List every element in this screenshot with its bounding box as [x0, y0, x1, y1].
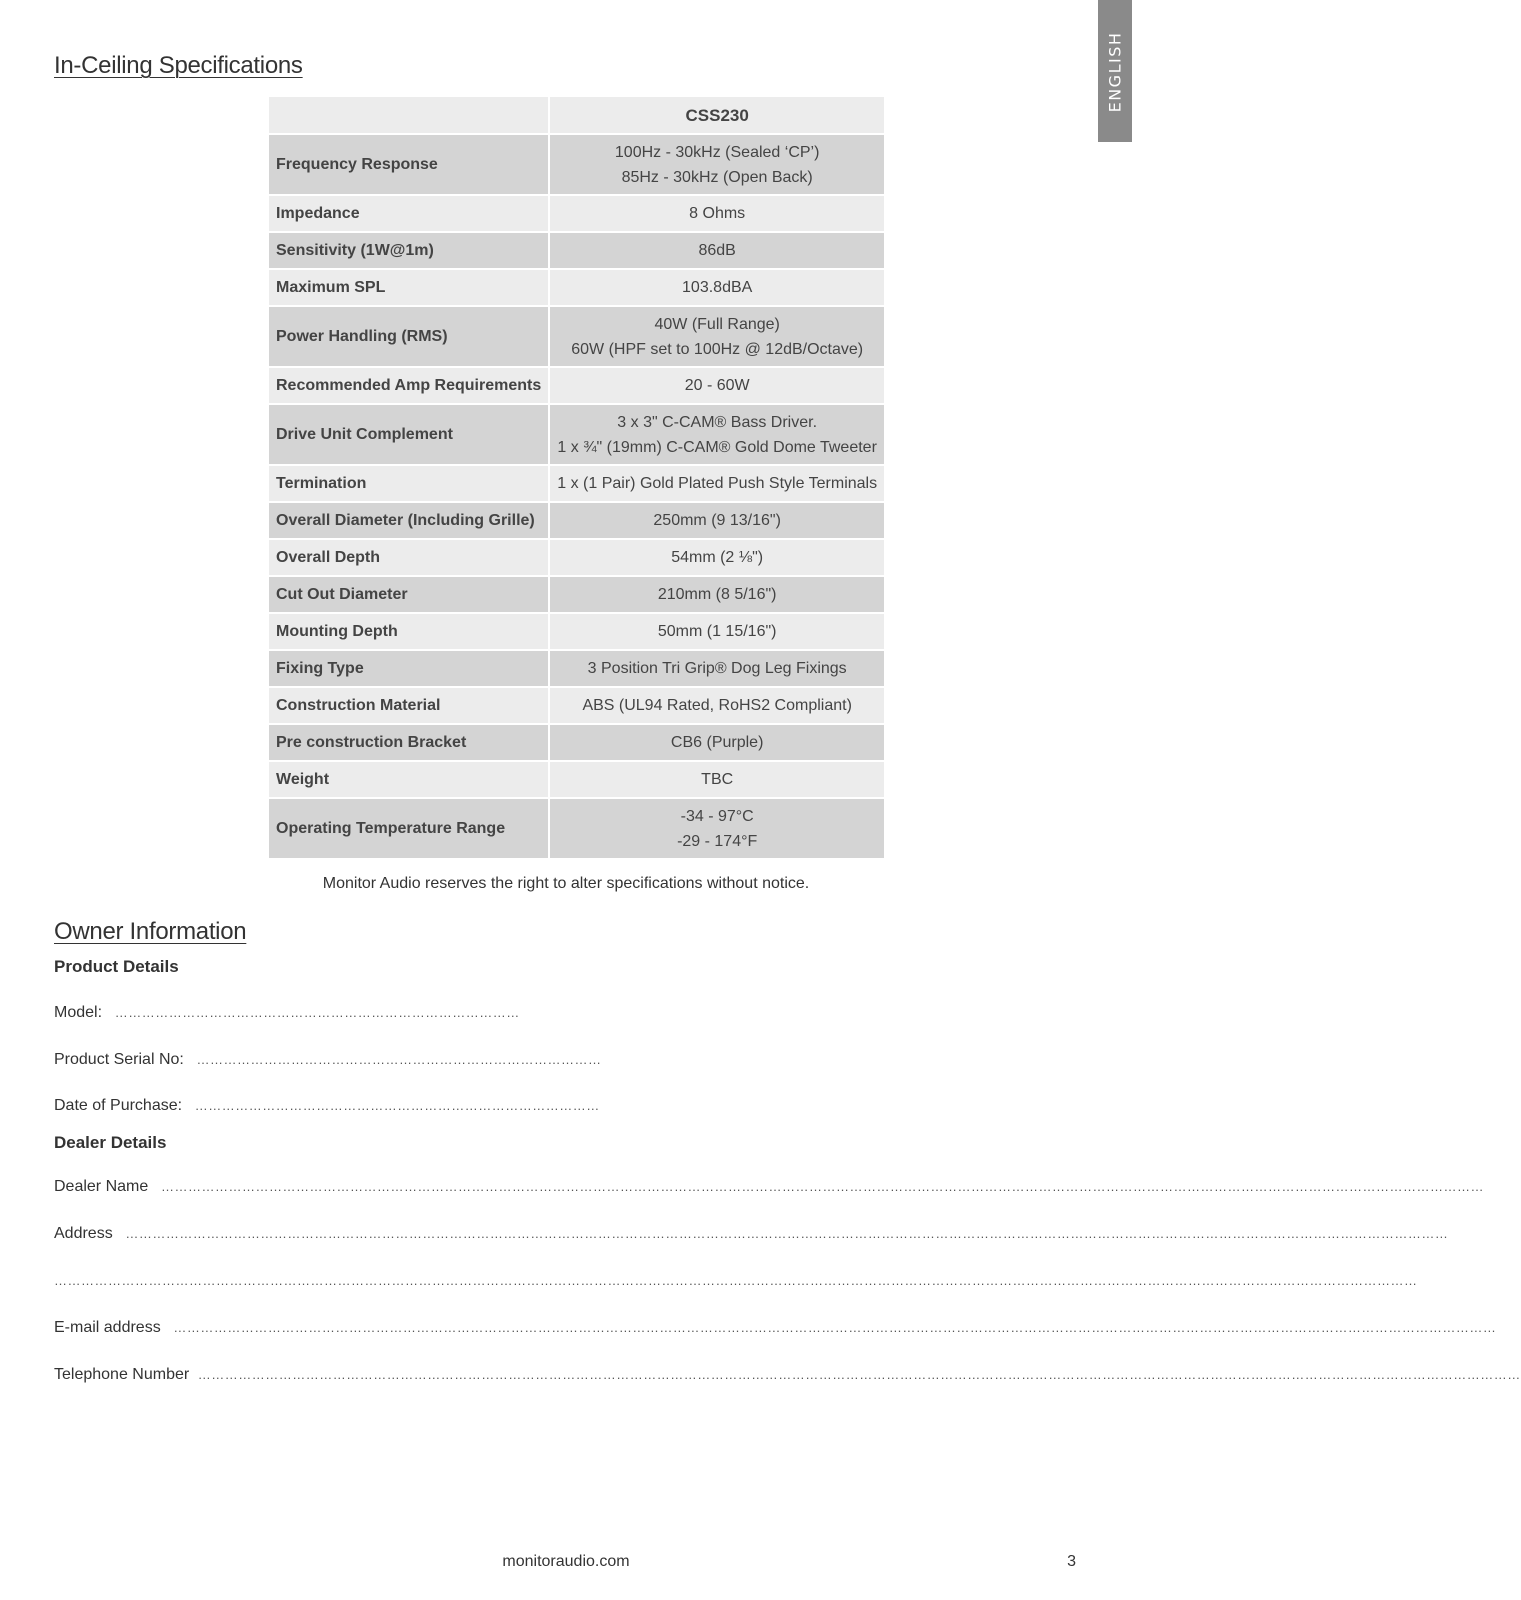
- spec-value-line: 1 x ¾" (19mm) C-CAM® Gold Dome Tweeter: [557, 438, 877, 456]
- spec-value-line: -34 - 97°C: [680, 807, 754, 825]
- address-field-line-2[interactable]: [54, 1272, 1418, 1290]
- purchase-date-label: Date of Purchase:: [54, 1097, 183, 1114]
- spec-value-line: 250mm (9 13/16"): [653, 512, 781, 529]
- spec-value: [550, 651, 884, 686]
- model-field[interactable]: [54, 1004, 520, 1022]
- spec-value: [550, 799, 884, 858]
- language-tab-label: ENGLISH: [1105, 31, 1125, 113]
- spec-row: [269, 368, 884, 403]
- telephone-dotted-line: ……………………………………………………………………………………………………………………………………………………………………………………………………………………………………………………………………: [193, 1367, 1521, 1382]
- spec-row: [269, 405, 884, 464]
- spec-label: Operating Temperature Range: [269, 799, 548, 858]
- spec-table: [267, 95, 886, 860]
- spec-value: [550, 466, 884, 501]
- spec-value: [550, 135, 884, 194]
- address-line-2-dotted-line: ……………………………………………………………………………………………………………………………………………………………………………………………………………………………………………………………………………: [54, 1273, 1418, 1288]
- spec-value-line: 1 x (1 Pair) Gold Plated Push Style Terminals: [557, 475, 878, 492]
- model-dotted-line: ………………………………………………………………………………: [106, 1005, 520, 1020]
- spec-value: [550, 762, 884, 797]
- address-label: Address: [54, 1225, 113, 1242]
- spec-label: Sensitivity (1W@1m): [269, 233, 548, 268]
- spec-value: [550, 270, 884, 305]
- spec-row: [269, 725, 884, 760]
- email-dotted-line: ……………………………………………………………………………………………………………………………………………………………………………………………………………………………………………………………………: [165, 1320, 1497, 1335]
- spec-value: [550, 614, 884, 649]
- spec-row: [269, 762, 884, 797]
- spec-table-body: [269, 135, 884, 858]
- spec-value-line: 103.8dBA: [682, 279, 753, 296]
- spec-header-model: CSS230: [550, 97, 884, 133]
- spec-label: Overall Depth: [269, 540, 548, 575]
- spec-label: Termination: [269, 466, 548, 501]
- spec-value-line: 100Hz - 30kHz (Sealed ‘CP’): [614, 143, 820, 161]
- spec-label: Weight: [269, 762, 548, 797]
- spec-header-blank: [269, 97, 548, 133]
- spec-value: [550, 725, 884, 760]
- dealer-name-dotted-line: ……………………………………………………………………………………………………………………………………………………………………………………………………………………………………………………………………: [152, 1179, 1484, 1194]
- spec-row: [269, 651, 884, 686]
- spec-label: Cut Out Diameter: [269, 577, 548, 612]
- spec-value-line: 20 - 60W: [684, 377, 750, 394]
- spec-row: [269, 540, 884, 575]
- spec-label: Recommended Amp Requirements: [269, 368, 548, 403]
- spec-row: [269, 233, 884, 268]
- spec-value-line: TBC: [701, 771, 734, 788]
- spec-row: [269, 799, 884, 858]
- spec-value: [550, 405, 884, 464]
- purchase-date-dotted-line: ………………………………………………………………………………: [186, 1098, 600, 1113]
- spec-label: Pre construction Bracket: [269, 725, 548, 760]
- language-tab: [1098, 0, 1132, 142]
- spec-value-line: 86dB: [698, 242, 736, 259]
- spec-value-line: -29 - 174°F: [677, 832, 758, 850]
- spec-label: Drive Unit Complement: [269, 405, 548, 464]
- spec-label: Maximum SPL: [269, 270, 548, 305]
- spec-label: Mounting Depth: [269, 614, 548, 649]
- spec-value-line: 40W (Full Range): [654, 315, 780, 333]
- spec-label: Construction Material: [269, 688, 548, 723]
- purchase-date-field[interactable]: [54, 1097, 600, 1115]
- email-label: E-mail address: [54, 1319, 161, 1336]
- spec-value: [550, 688, 884, 723]
- spec-row: [269, 270, 884, 305]
- spec-row: [269, 307, 884, 366]
- spec-value: [550, 196, 884, 231]
- telephone-label: Telephone Number: [54, 1366, 190, 1383]
- spec-value-line: 210mm (8 5/16"): [657, 586, 777, 603]
- spec-value: [550, 233, 884, 268]
- dealer-name-label: Dealer Name: [54, 1178, 149, 1195]
- serial-dotted-line: ………………………………………………………………………………: [188, 1052, 602, 1067]
- footer-website: monitoraudio.com: [502, 1553, 630, 1570]
- spec-value-line: 3 x 3" C-CAM® Bass Driver.: [617, 413, 818, 431]
- spec-row: [269, 577, 884, 612]
- dealer-name-field[interactable]: [54, 1178, 1484, 1196]
- spec-value-line: ABS (UL94 Rated, RoHS2 Compliant): [582, 697, 852, 714]
- spec-row: [269, 614, 884, 649]
- dealer-details-heading: Dealer Details: [54, 1133, 167, 1152]
- spec-value-line: 85Hz - 30kHz (Open Back): [621, 168, 813, 186]
- product-details-heading: Product Details: [54, 957, 179, 976]
- spec-value: [550, 307, 884, 366]
- spec-value-line: 50mm (1 15/16"): [657, 623, 777, 640]
- address-dotted-line: ……………………………………………………………………………………………………………………………………………………………………………………………………………………………………………………………………: [117, 1226, 1449, 1241]
- spec-row: [269, 196, 884, 231]
- serial-label: Product Serial No:: [54, 1051, 184, 1068]
- spec-value: [550, 540, 884, 575]
- spec-disclaimer: Monitor Audio reserves the right to alter specifications without notice.: [322, 875, 810, 892]
- spec-row: [269, 466, 884, 501]
- spec-value-line: 60W (HPF set to 100Hz @ 12dB/Octave): [571, 340, 864, 358]
- spec-label: Frequency Response: [269, 135, 548, 194]
- spec-label: Power Handling (RMS): [269, 307, 548, 366]
- page-number: 3: [1067, 1553, 1076, 1570]
- specs-heading: In-Ceiling Specifications: [54, 52, 303, 79]
- spec-row: [269, 135, 884, 194]
- serial-field[interactable]: [54, 1051, 602, 1069]
- spec-label: Impedance: [269, 196, 548, 231]
- spec-label: Fixing Type: [269, 651, 548, 686]
- spec-label: Overall Diameter (Including Grille): [269, 503, 548, 538]
- telephone-field[interactable]: [54, 1366, 1521, 1384]
- spec-table-header-row: [269, 97, 884, 133]
- spec-value: [550, 577, 884, 612]
- email-field[interactable]: [54, 1319, 1497, 1337]
- spec-row: [269, 503, 884, 538]
- owner-info-heading: Owner Information: [54, 918, 247, 945]
- spec-value-line: 8 Ohms: [689, 205, 746, 222]
- spec-value-line: CB6 (Purple): [670, 734, 764, 751]
- spec-value: [550, 368, 884, 403]
- spec-value-line: 54mm (2 ⅛"): [671, 549, 764, 566]
- spec-value: [550, 503, 884, 538]
- model-label: Model:: [54, 1004, 103, 1021]
- address-field[interactable]: [54, 1225, 1449, 1243]
- spec-row: [269, 688, 884, 723]
- spec-value-line: 3 Position Tri Grip® Dog Leg Fixings: [587, 660, 847, 677]
